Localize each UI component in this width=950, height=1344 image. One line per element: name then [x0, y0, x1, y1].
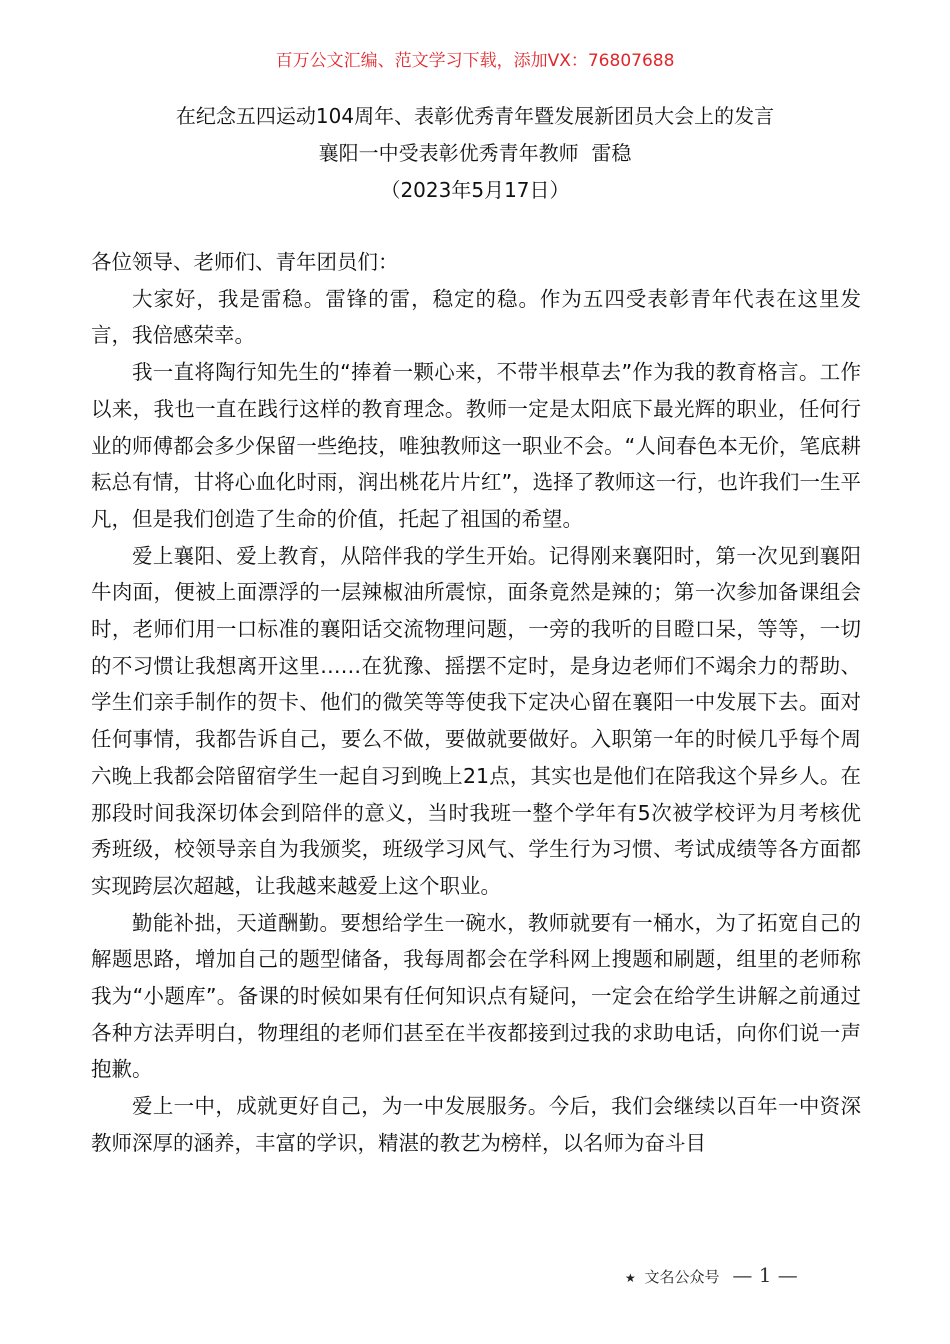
page-footer: [625, 1263, 798, 1287]
speech-date: （2023年5月17日）: [380, 178, 570, 202]
paragraph: 爱上襄阳、爱上教育，从陪伴我的学生开始。记得刚来襄阳时，第一次见到襄阳牛肉面，便被上面漂浮的一层辣椒油所震惊，面条竟然是辣的；第一次参加备课组会时，老师们用一口标准的襄阳话交流物理问题，一旁的我听的目瞪口呆，等等，一切的不习惯让我想离开这里……在犹豫、摇摆不定时，是身边老师们不竭余力的帮助、学生们亲手制作的贺卡、他们的微笑等等使我下定决心留在襄阳一中发展下去。面对任何事情，我都告诉自己，要么不做，要做就要做好。入职第一年的时候几乎每个周六晚上我都会陪留宿学生一起自习到晚上21点，其实也是他们在陪我这个异乡人。在那段时间我深切体会到陪伴的意义，当时我班一整个学年有5次被学校评为月考核优秀班级，校领导亲自为我颁奖，班级学习风气、学生行为习惯、考试成绩等各方面都实现跨层次超越，让我越来越爱上这个职业。: [91, 543, 861, 898]
document-body: [91, 244, 861, 1162]
paragraph: 爱上一中，成就更好自己，为一中发展服务。今后，我们会继续以百年一中资深教师深厚的涵养，丰富的学识，精湛的教艺为榜样，以名师为奋斗目: [91, 1094, 861, 1155]
star-icon: ★: [625, 1271, 636, 1285]
watermark-banner: 百万公文汇编、范文学习下载，添加VX：76807688: [275, 51, 675, 71]
paragraph: 勤能补拙，天道酬勤。要想给学生一碗水，教师就要有一桶水，为了拓宽自己的解题思路，增加自己的题型储备，我每周都会在学科网上搜题和刷题，组里的老师称我为“小题库”。备课的时候如果有任何知识点有疑问，一定会在给学生讲解之前通过各种方法弄明白，物理组的老师们甚至在半夜都接到过我的求助电话，向你们说一声抱歉。: [91, 910, 861, 1082]
paragraph: 我一直将陶行知先生的“捧着一颗心来，不带半根草去”作为我的教育格言。工作以来，我也一直在践行这样的教育理念。教师一定是太阳底下最光辉的职业，任何行业的师傅都会多少保留一些绝技，唯独教师这一职业不会。“人间春色本无价，笔底耕耘总有情，甘将心血化时雨，润出桃花片片红”，选择了教师这一行，也许我们一生平凡，但是我们创造了生命的价值，托起了祖国的希望。: [91, 360, 861, 531]
document-header: [0, 98, 950, 209]
document-title: 在纪念五四运动104周年、表彰优秀青年暨发展新团员大会上的发言: [175, 104, 775, 128]
speaker-line: 襄阳一中受表彰优秀青年教师 雷稳: [318, 141, 632, 165]
salutation: 各位领导、老师们、青年团员们：: [91, 250, 399, 274]
footer-label: 文名公众号: [644, 1268, 720, 1286]
page-number: — 1 —: [732, 1263, 798, 1287]
paragraph: 大家好，我是雷稳。雷锋的雷，稳定的稳。作为五四受表彰青年代表在这里发言，我倍感荣幸。: [91, 286, 861, 348]
